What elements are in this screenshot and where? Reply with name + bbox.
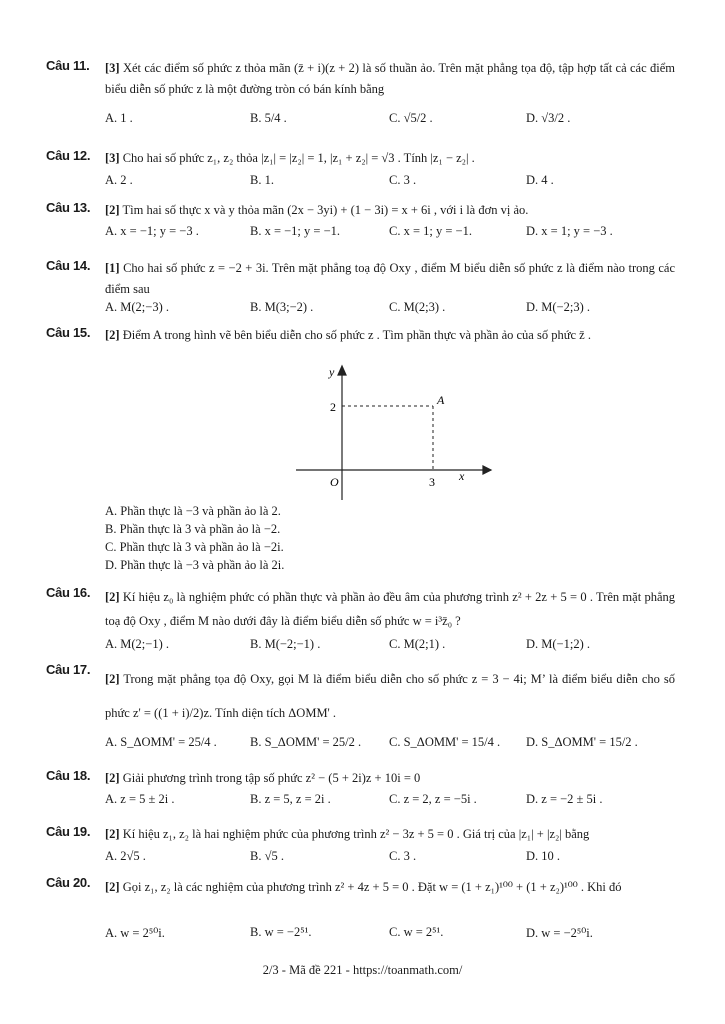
question-number: Câu 12.: [46, 148, 91, 163]
option-d[interactable]: D. 4 .: [526, 173, 554, 187]
question-text: [2] Giải phương trình trong tập số phức z² − (5 + 2i)z + 10i = 0: [105, 771, 421, 785]
option-d[interactable]: D. Phần thực là −3 và phần ảo là 2i.: [105, 558, 285, 572]
question-text: [2] Kí hiệu z₀ là nghiệm phức có phần thực và phần ảo đều âm của phương trình z² + 2z + 5 = 0 . Trên mặt phẳng toạ độ Oxy , điểm M nào dưới đây là điểm biểu diễn số phức w = i³z̄₀ ?: [105, 590, 675, 628]
option-a[interactable]: A. x = −1; y = −3 .: [105, 224, 199, 238]
question-text: [3] Cho hai số phức z₁, z₂ thỏa |z₁| = |z₂| = 1, |z₁ + z₂| = √3 . Tính |z₁ − z₂| .: [105, 151, 475, 165]
question-number: Câu 17.: [46, 662, 91, 677]
option-c[interactable]: C. w = 2⁵¹.: [389, 925, 444, 939]
option-a[interactable]: A. w = 2⁵⁰i.: [105, 926, 165, 940]
question-number: Câu 20.: [46, 875, 91, 890]
option-d[interactable]: D. 10 .: [526, 849, 561, 863]
option-d[interactable]: D. z = −2 ± 5i .: [526, 792, 603, 806]
y-axis-arrow: [338, 366, 346, 375]
option-b[interactable]: B. M(3;−2) .: [250, 300, 314, 314]
option-d[interactable]: D. w = −2⁵⁰i.: [526, 926, 593, 940]
option-a[interactable]: A. Phần thực là −3 và phần ảo là 2.: [105, 504, 281, 518]
y-tick-label: 2: [330, 400, 336, 414]
option-c[interactable]: C. z = 2, z = −5i .: [389, 792, 477, 806]
option-c[interactable]: C. M(2;1) .: [389, 637, 446, 651]
option-d[interactable]: D. S_ΔOMM' = 15/2 .: [526, 735, 638, 749]
point-a-label: A: [437, 393, 445, 407]
options-19: [105, 849, 675, 869]
x-axis-arrow: [483, 466, 491, 474]
page-footer: 2/3 - Mã đề 221 - https://toanmath.com/: [262, 963, 463, 977]
question-number: Câu 13.: [46, 200, 91, 215]
options-14: [105, 300, 675, 320]
option-b[interactable]: B. w = −2⁵¹.: [250, 925, 312, 939]
coordinate-figure: [296, 362, 496, 502]
option-b[interactable]: B. S_ΔOMM' = 25/2 .: [250, 735, 362, 749]
option-c[interactable]: C. √5/2 .: [389, 111, 433, 125]
option-a[interactable]: A. S_ΔOMM' = 25/4 .: [105, 735, 217, 749]
question-text: [2] Điểm A trong hình vẽ bên biểu diễn cho số phức z . Tìm phần thực và phần ảo của số phức z̄ .: [105, 328, 591, 342]
option-a[interactable]: A. 1 .: [105, 111, 133, 125]
question-number: Câu 14.: [46, 258, 91, 273]
question-text: [2] Gọi z₁, z₂ là các nghiệm của phương trình z² + 4z + 5 = 0 . Đặt w = (1 + z₁)¹⁰⁰ + (1 + z₂)¹⁰⁰ . Khi đó: [105, 880, 622, 894]
options-12: [105, 173, 675, 193]
option-d[interactable]: D. M(−1;2) .: [526, 637, 590, 651]
option-c[interactable]: C. 3 .: [389, 173, 417, 187]
question-number: Câu 19.: [46, 824, 91, 839]
x-tick-label: 3: [429, 475, 435, 489]
options-13: [105, 224, 675, 244]
option-c[interactable]: C. Phần thực là 3 và phần ảo là −2i.: [105, 540, 284, 554]
question-text: [2] Trong mặt phẳng tọa độ Oxy, gọi M là điểm biểu diễn cho số phức z = 3 − 4i; M’ là điểm biểu diễn cho số phức z' = ((1 + i)/2)z. Tính diện tích ΔOMM' .: [105, 672, 675, 720]
question-number: Câu 18.: [46, 768, 91, 783]
origin-label: O: [330, 475, 339, 489]
option-b[interactable]: B. z = 5, z = 2i .: [250, 792, 331, 806]
option-b[interactable]: B. M(−2;−1) .: [250, 637, 321, 651]
option-a[interactable]: A. z = 5 ± 2i .: [105, 792, 175, 806]
options-16: [105, 637, 675, 657]
options-17: [105, 735, 675, 755]
option-c[interactable]: C. 3 .: [389, 849, 417, 863]
option-d[interactable]: D. √3/2 .: [526, 111, 571, 125]
x-axis-label: x: [459, 469, 465, 483]
question-number: Câu 16.: [46, 585, 91, 600]
option-d[interactable]: D. M(−2;3) .: [526, 300, 590, 314]
option-b[interactable]: B. 5/4 .: [250, 111, 287, 125]
option-a[interactable]: A. 2 .: [105, 173, 133, 187]
option-b[interactable]: B. 1.: [250, 173, 274, 187]
option-c[interactable]: C. M(2;3) .: [389, 300, 446, 314]
question-text: [3] Xét các điểm số phức z thỏa mãn (z̄ + i)(z + 2) là số thuần ảo. Trên mặt phẳng tọa độ, tập hợp tất cả các điểm biểu diễn số phức z là một đường tròn có bán kính bằng: [105, 61, 676, 96]
option-b[interactable]: B. √5 .: [250, 849, 284, 863]
option-c[interactable]: C. S_ΔOMM' = 15/4 .: [389, 735, 501, 749]
question-number: Câu 11.: [46, 58, 90, 73]
question-text: [2] Kí hiệu z₁, z₂ là hai nghiệm phức của phương trình z² − 3z + 5 = 0 . Giá trị của |z₁| + |z₂| bằng: [105, 827, 590, 841]
question-text: [2] Tìm hai số thực x và y thỏa mãn (2x − 3yi) + (1 − 3i) = x + 6i , với i là đơn vị ảo.: [105, 203, 529, 217]
option-c[interactable]: C. x = 1; y = −1.: [389, 224, 472, 238]
option-a[interactable]: A. 2√5 .: [105, 849, 146, 863]
option-b[interactable]: B. x = −1; y = −1.: [250, 224, 341, 238]
options-15: [105, 502, 675, 574]
options-11: [105, 111, 675, 131]
options-20: [105, 925, 675, 945]
option-d[interactable]: D. x = 1; y = −3 .: [526, 224, 613, 238]
question-text: [1] Cho hai số phức z = −2 + 3i. Trên mặt phẳng toạ độ Oxy , điểm M biểu diễn số phức z là điểm nào trong các điểm sau: [105, 261, 676, 296]
option-a[interactable]: A. M(2;−1) .: [105, 637, 169, 651]
option-b[interactable]: B. Phần thực là 3 và phần ảo là −2.: [105, 522, 281, 536]
options-18: [105, 792, 675, 812]
option-a[interactable]: A. M(2;−3) .: [105, 300, 169, 314]
y-axis-label: y: [329, 365, 335, 379]
question-number: Câu 15.: [46, 325, 91, 340]
